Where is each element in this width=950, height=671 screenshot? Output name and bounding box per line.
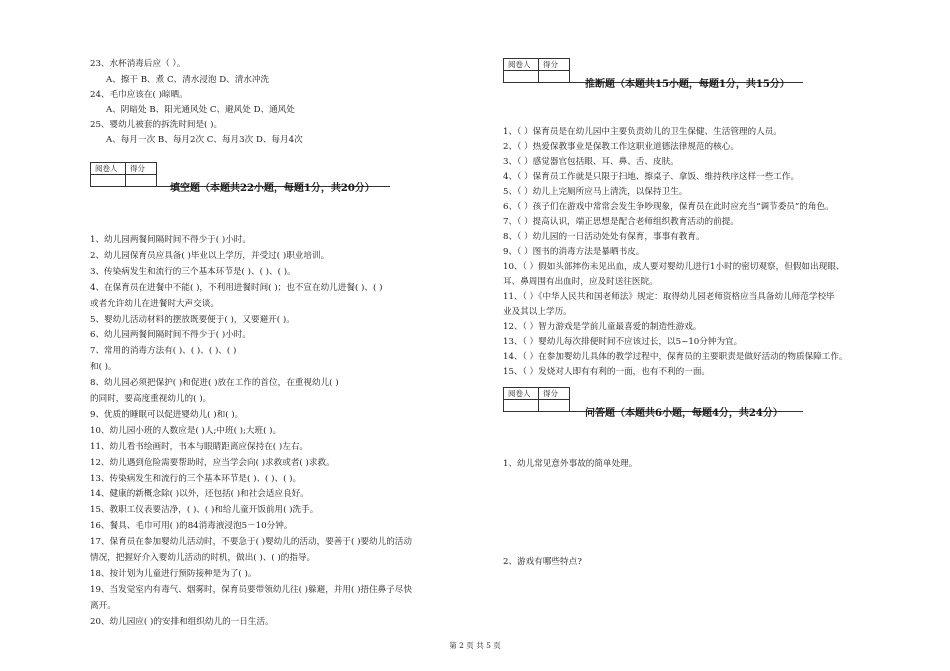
judge-question-line: 8、（ ）幼儿园的一日活动处处有保育，事事有教育。	[503, 232, 705, 242]
judge-question-line: 14、（ ）在参加婴幼儿具体的教学过程中，保育员的主要职责是做好活动的物质保障工作。	[503, 352, 848, 362]
fill-question-line: 6、幼儿园两餐间隔时间不得少于( )小时。	[90, 330, 251, 341]
judge-section-title: 推断题（本题共15小题，每题1分，共15分）	[585, 79, 790, 90]
fill-question-line: 14、健康的新概念除( )以外，还包括( )和社会适应良好。	[90, 489, 309, 500]
fill-question-line: 19、当发觉室内有毒气、烟雾时，保育员要带领幼儿往( )躲避，并用( )捂住鼻子尽快	[90, 584, 412, 595]
fill-question-line: 11、幼儿看书绘画时，书本与眼睛距离应保持在( )左右。	[90, 441, 309, 452]
judge-question-line: 3、（ ）感觉器官包括眼、耳、鼻、舌、皮肤。	[503, 157, 679, 167]
question-25-options: A、每月一次 B、每月2次 C、每月3次 D、每月4次	[106, 135, 303, 145]
fill-question-line: 2、幼儿园保育员应具备( )毕业以上学历，并受过( )职业培训。	[90, 250, 330, 261]
qa-question-1: 1、幼儿常见意外事故的简单处理。	[503, 459, 638, 469]
fill-question-line: 1、幼儿园两餐间隔时间不得少于( )小时。	[90, 235, 251, 245]
score-box-qa	[503, 387, 570, 412]
page-number: 第 2 页 共 5 页	[449, 641, 501, 650]
fill-question-line: 9、优质的睡眠可以促进婴幼儿( )和( )。	[90, 409, 244, 420]
fill-question-line: 20、幼儿园应( )的安排和组织幼儿的一日生活。	[90, 616, 274, 627]
fill-question-line: 4、在保育员在进餐中不能( )，不利用进餐时间( )；也不宣在幼儿进餐( )、( )	[90, 282, 383, 293]
fill-question-line: 15、教职工仪表要洁净，( )、( )和给儿童开饭前用( )洗手。	[90, 505, 319, 516]
qa-section-title: 问答题（本题共6小题，每题4分，共24分）	[585, 408, 783, 419]
judge-question-line: 15、（ ）发烧对人即有有利的一面，也有不利的一面。	[503, 367, 711, 377]
grader-label: 阅卷人	[504, 59, 539, 71]
judge-question-line: 1、（ ）保育员是在幼儿园中主要负责幼儿的卫生保健、生活管理的人员。	[503, 127, 782, 137]
fill-question-line: 的同时，要高度重视幼儿的( )。	[90, 394, 212, 404]
judge-question-line: 11、（ ）《中华人民共和国老师法》规定：取得幼儿园老师资格应当具备幼儿师范学校毕	[503, 292, 835, 302]
judge-question-line: 7、（ ）提高认识，端正思想是配合老师组织教育活动的前提。	[503, 217, 739, 227]
fill-question-line: 12、幼儿遇到危险需要帮助时，应当学会向( )求救或者( )求救。	[90, 457, 335, 468]
judge-question-line: 业及其以上学历。	[503, 307, 572, 317]
grader-label: 阅卷人	[91, 163, 126, 175]
fill-section-title: 填空题（本题共22小题，每题1分，共20分）	[170, 183, 375, 194]
score-box-judge	[503, 58, 570, 83]
fill-question-line: 5、婴幼儿活动材料的摆放既要便于( )，又要避开( )。	[90, 314, 295, 325]
score-box-fill	[90, 162, 157, 187]
fill-question-line: 18、按计划为儿童进行预防接种是为了( )。	[90, 568, 257, 579]
judge-question-line: 2、（ ）热爱保教事业是保教工作这职业道德法律规范的核心。	[503, 142, 739, 152]
question-24-options: A、阴暗处 B、阳光通风处 C、避风处 D、通风处	[106, 105, 295, 115]
question-23: 23、水杯消毒后应（ ）。	[90, 59, 186, 69]
judge-question-line: 9、（ ）图书的消毒方法是暴晒书皮。	[503, 247, 645, 257]
score-label: 得分	[539, 59, 570, 71]
fill-question-line: 17、保育员在参加婴幼儿活动时，不要急于( )婴幼儿的活动，要善于( )要幼儿的活动	[90, 537, 412, 548]
fill-question-line: 7、常用的消毒方法有( )、( )、( )、( )	[90, 346, 237, 357]
judge-question-line: 6、（ ）孩子们在游戏中常常会发生争吵现象，保育员在此时应充当“调节委员”的角色。	[503, 202, 834, 212]
fill-question-line: 情况，把握好介入婴幼儿活动的时机，做出( )、( )的指导。	[90, 553, 316, 563]
fill-question-line: 13、传染病发生和流行的三个基本环节是( )、( )、( )。	[90, 473, 302, 484]
judge-question-line: 5、（ ）幼儿上完厕所应马上清洗，以保持卫生。	[503, 187, 688, 197]
qa-question-2: 2、游戏有哪些特点?	[503, 557, 582, 567]
judge-question-line: 4、（ ）保育员工作就是只限于扫地、擦桌子、拿饭、维持秩序这样一些工作。	[503, 172, 800, 182]
fill-question-line: 和( )。	[90, 362, 117, 373]
fill-question-line: 8、幼儿园必须把保护( )和促进( )放在工作的首位，在重视幼儿( )	[90, 378, 339, 389]
fill-question-line: 10、幼儿园小班的人数应是( )人;中班( );大班( )。	[90, 425, 282, 436]
question-23-options: A、擦干 B、煮 C、清水浸泡 D、清水冲洗	[106, 75, 270, 85]
fill-question-line: 离开。	[90, 600, 116, 611]
fill-question-line: 或者允许幼儿在进餐时大声交谈。	[90, 298, 219, 309]
fill-question-line: 3、传染病发生和流行的三个基本环节是( )、( )、( )。	[90, 266, 296, 277]
judge-question-line: 12、（ ）智力游戏是学前儿童最喜爱的制造性游戏。	[503, 322, 702, 332]
question-25: 25、婴幼儿被套的拆洗时间是( )。	[90, 120, 223, 130]
judge-question-line: 13、（ ）婴幼儿每次排便时间不应该过长，以5~10分钟为宜。	[503, 337, 743, 347]
question-24: 24、毛巾应该在( )晾晒。	[90, 90, 188, 100]
fill-question-line: 16、餐具、毛巾可用( )的84消毒液浸泡5－10分钟。	[90, 521, 293, 532]
judge-question-line: 10、（ ）假如头部摔伤未见出血，成人要对婴幼儿进行1小时的密切观察，但假如出现眼、	[503, 262, 845, 272]
judge-question-line: 耳、鼻周围有出血时，应及时送往医院。	[503, 277, 658, 287]
score-label: 得分	[126, 163, 157, 175]
grader-label: 阅卷人	[504, 388, 539, 400]
score-label: 得分	[539, 388, 570, 400]
